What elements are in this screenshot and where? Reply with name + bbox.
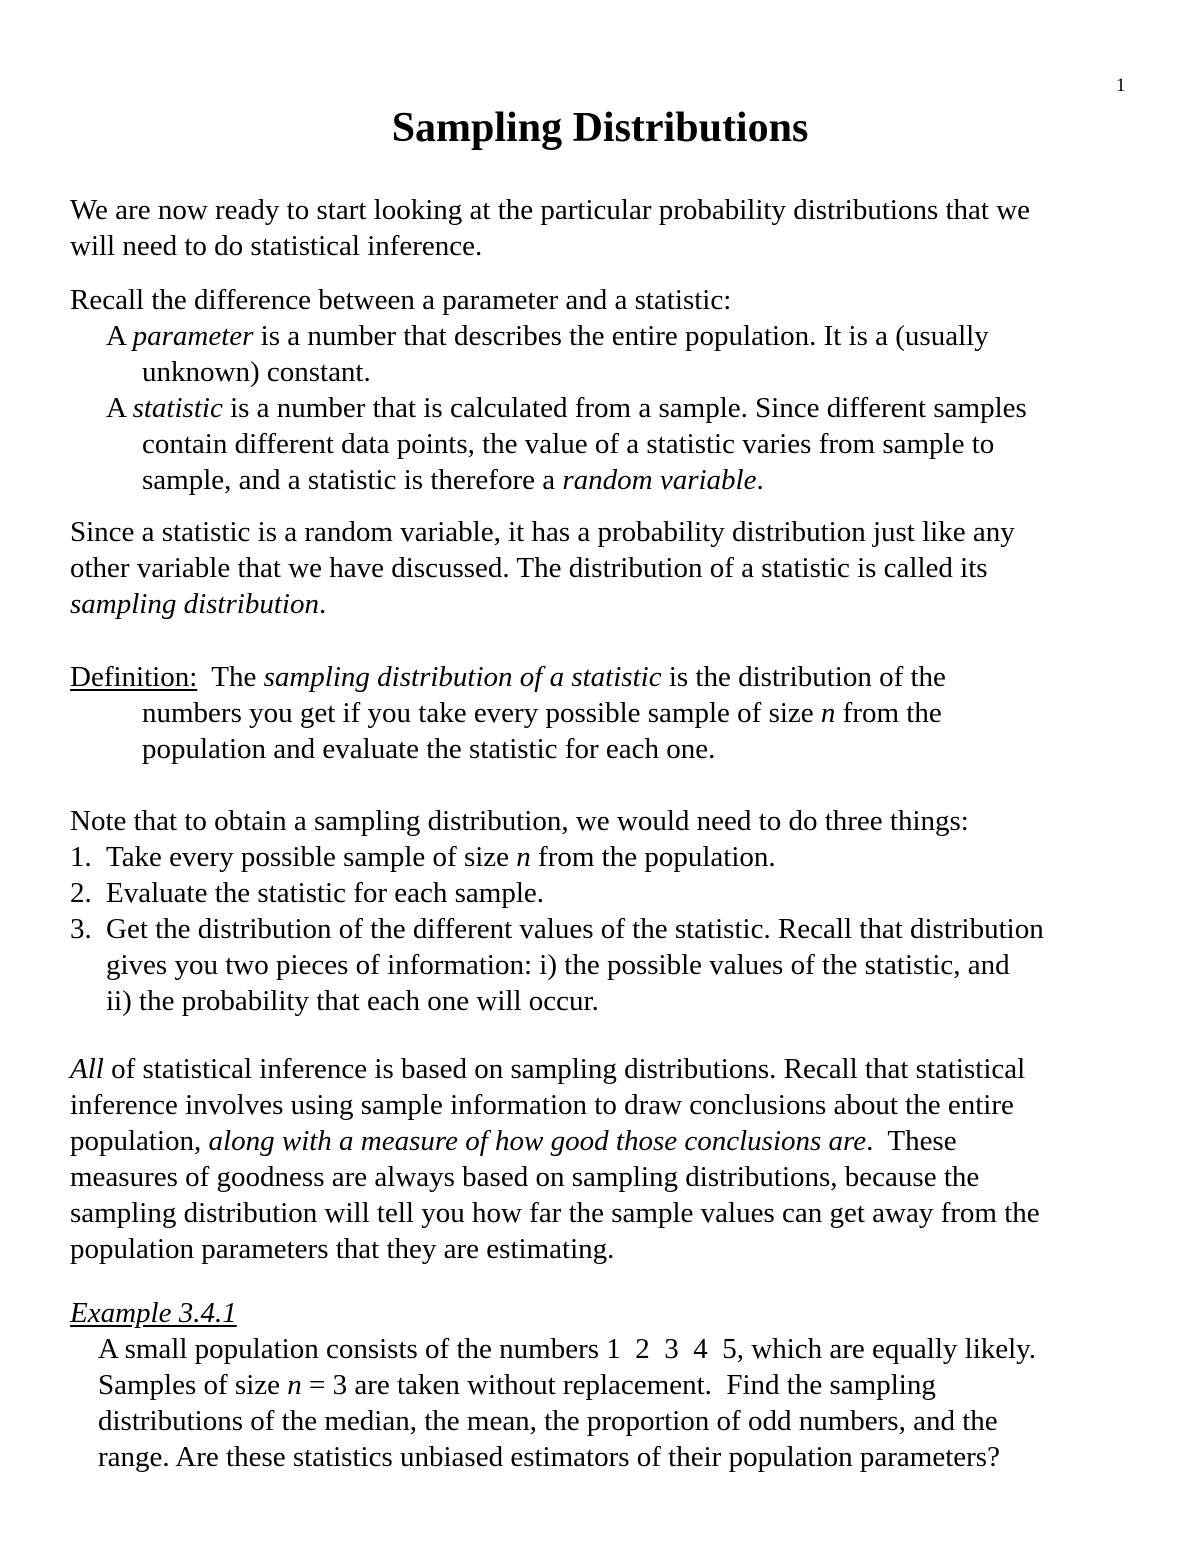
text-span: A: [106, 320, 133, 352]
example-label: [70, 1295, 1150, 1331]
page-number: 1: [1116, 75, 1126, 96]
text-span: . These: [866, 1125, 957, 1157]
inference-paragraph: [70, 1051, 1150, 1267]
recall-heading: Recall the difference between a parameter and a statistic:: [70, 284, 732, 316]
page-title: Sampling Distributions: [391, 105, 809, 151]
definition-paragraph: [70, 659, 1150, 767]
intro-paragraph: [70, 192, 1150, 264]
example-line: [70, 1367, 1150, 1403]
random-variable-term: random variable: [562, 464, 757, 496]
inference-line: [70, 1123, 1150, 1159]
text-span: Take every possible sample of size: [106, 841, 517, 873]
inference-line: population parameters that they are estimating.: [70, 1233, 615, 1265]
emphasis-text: n: [516, 841, 531, 873]
text-span: from the population.: [530, 841, 776, 873]
example-line: distributions of the median, the mean, the proportion of odd numbers, and the: [98, 1405, 998, 1437]
definition-line: population and evaluate the statistic for each one.: [142, 733, 716, 765]
statistic-definition-line: contain different data points, the value of a statistic varies from sample to: [142, 428, 995, 460]
text-span: sample, and a statistic is therefore a: [142, 464, 563, 496]
statistic-definition: [70, 390, 1150, 426]
sampling-distribution-term: sampling distribution: [70, 588, 319, 620]
example-paragraph: [70, 1295, 1150, 1475]
since-line: [70, 586, 1150, 622]
note-heading: Note that to obtain a sampling distribution, we would need to do three things:: [70, 805, 969, 837]
list-item-continuation: gives you two pieces of information: i) the possible values of the statistic, and: [106, 949, 1010, 981]
intro-line: will need to do statistical inference.: [70, 230, 483, 262]
inference-line: inference involves using sample information to draw conclusions about the entire: [70, 1089, 1014, 1121]
example-line: A small population consists of the numbers 1 2 3 4 5, which are equally likely.: [98, 1333, 1037, 1365]
statistic-definition-line: [70, 462, 1150, 498]
list-item: [70, 875, 1150, 911]
text-span: = 3 are taken without replacement. Find the sampling: [301, 1369, 936, 1401]
note-paragraph: [70, 803, 1150, 1019]
definition-line: [70, 659, 1150, 695]
text-span: Get the distribution of the different values of the statistic. Recall that distribution: [106, 913, 1044, 945]
text-span: .: [756, 464, 764, 496]
recall-paragraph: [70, 282, 1150, 498]
definition-label: Definition:: [70, 661, 198, 693]
since-paragraph: [70, 514, 1150, 622]
list-item: [70, 911, 1150, 947]
text-span: Evaluate the statistic for each sample.: [106, 877, 545, 909]
text-span: is a number that is calculated from a sample. Since different samples: [222, 392, 1027, 424]
text-span: is the distribution of the: [661, 661, 946, 693]
text-span: population,: [70, 1125, 209, 1157]
parameter-definition-line: unknown) constant.: [142, 356, 371, 388]
item-number: 3.: [70, 913, 92, 945]
inference-line: [70, 1051, 1150, 1087]
item-number: 1.: [70, 841, 92, 873]
statistic-term: statistic: [132, 392, 223, 424]
inference-line: measures of goodness are always based on sampling distributions, because the: [70, 1161, 980, 1193]
text-span: The: [197, 661, 264, 693]
intro-line: We are now ready to start looking at the particular probability distributions that we: [70, 194, 1031, 226]
list-item: [70, 839, 1150, 875]
emphasis-text: n: [820, 697, 836, 729]
item-number: 2.: [70, 877, 92, 909]
emphasis-text: All: [70, 1053, 104, 1085]
emphasis-text: along with a measure of how good those conclusions are: [208, 1125, 867, 1157]
definition-line: [70, 695, 1150, 731]
text-span: from the: [835, 697, 942, 729]
emphasis-text: Example 3.4.1: [70, 1297, 237, 1329]
since-line: Since a statistic is a random variable, it has a probability distribution just like any: [70, 516, 1015, 548]
parameter-definition: [70, 318, 1150, 354]
text-span: Samples of size: [98, 1369, 288, 1401]
parameter-term: parameter: [132, 320, 254, 352]
text-span: of statistical inference is based on sampling distributions. Recall that statistical: [103, 1053, 1026, 1085]
example-line: range. Are these statistics unbiased estimators of their population parameters?: [98, 1441, 1000, 1473]
text-span: .: [318, 588, 327, 620]
list-item-continuation: ii) the probability that each one will occur.: [106, 985, 599, 1017]
emphasis-text: n: [287, 1369, 302, 1401]
text-span: numbers you get if you take every possible sample of size: [142, 697, 821, 729]
since-line: other variable that we have discussed. The distribution of a statistic is called its: [70, 552, 988, 584]
text-span: A: [106, 392, 133, 424]
definition-term: sampling distribution of a statistic: [263, 661, 662, 693]
inference-line: sampling distribution will tell you how far the sample values can get away from the: [70, 1197, 1040, 1229]
text-span: is a number that describes the entire population. It is a (usually: [253, 320, 989, 352]
